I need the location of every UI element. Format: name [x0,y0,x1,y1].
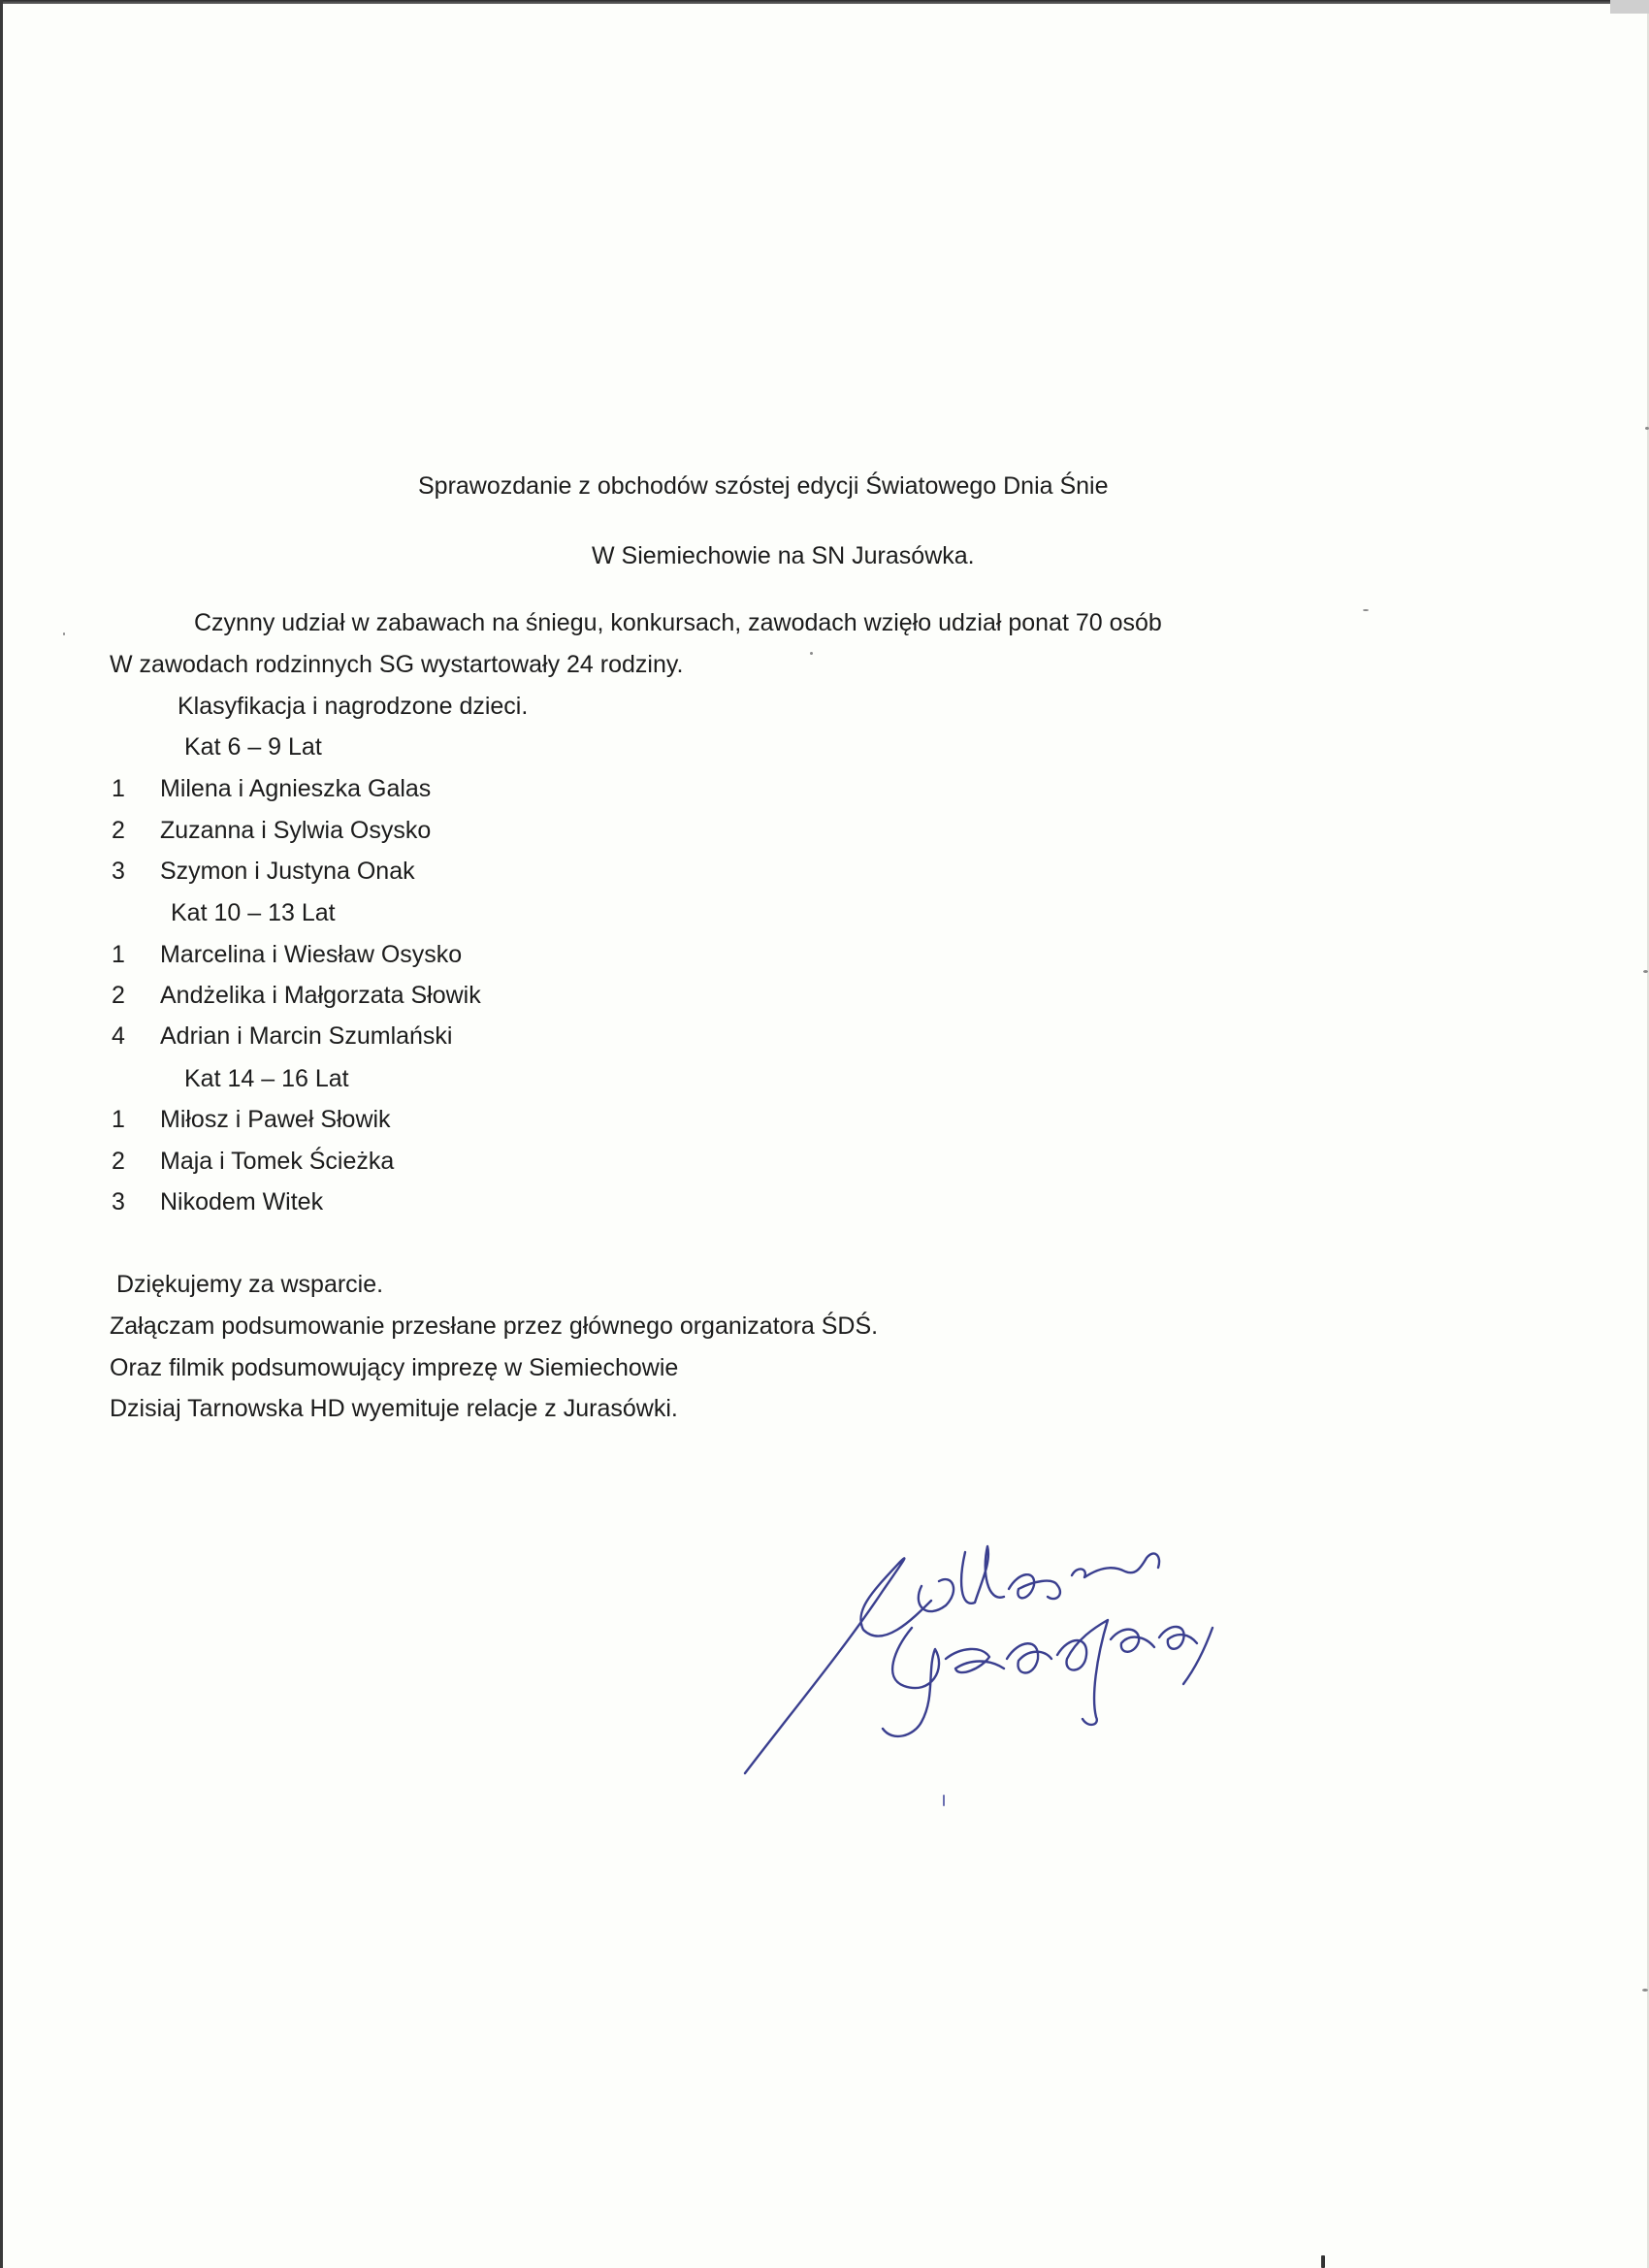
signature-stroke [1111,1630,1154,1652]
intro-participation: Czynny udział w zabawach na śniegu, konkursach, zawodach wzięło udział ponat 70 osób [194,609,1162,636]
result-names: Maja i Tomek Ścieżka [160,1148,395,1175]
scan-speck [1643,970,1648,973]
result-names: Adrian i Marcin Szumlański [160,1022,453,1050]
result-place: 2 [112,982,125,1009]
signature-stroke [961,1546,1004,1604]
result-names: Nikodem Witek [160,1188,324,1215]
scan-speck [1321,2255,1325,2268]
intro-families: W zawodach rodzinnych SG wystartowały 24 rodziny. [110,651,684,678]
scan-speck [63,632,65,635]
result-place: 1 [112,941,125,968]
result-place: 1 [112,775,125,802]
result-place: 3 [112,858,125,885]
signature-stroke [1057,1620,1108,1725]
scan-left-edge [0,0,3,2268]
result-names: Andżelika i Małgorzata Słowik [160,982,481,1009]
scan-speck [1645,427,1649,430]
scan-speck [1642,1989,1648,1992]
signature-stroke [946,1649,1004,1672]
signature-stroke [883,1628,939,1736]
result-place: 2 [112,817,125,844]
result-names: Zuzanna i Sylwia Osysko [160,817,432,844]
category-label: Kat 14 – 16 Lat [184,1065,349,1092]
scan-speck [810,652,813,655]
signature-stroke [745,1558,931,1773]
signature-stroke [1159,1627,1197,1649]
result-place: 2 [112,1148,125,1175]
category-label: Kat 10 – 13 Lat [171,899,336,926]
broadcast-line: Dzisiaj Tarnowska HD wyemituje relacje z Jurasówki. [110,1395,678,1422]
thanks-line: Dziękujemy za wsparcie. [116,1271,384,1298]
classification-heading: Klasyfikacja i nagrodzone dzieci. [178,693,529,720]
signature-stroke [1072,1553,1159,1577]
attachment-line: Załączam podsumowanie przesłane przez głównego organizatora ŚDŚ. [110,1312,879,1340]
scan-top-edge [0,0,1649,4]
report-subtitle: W Siemiechowie na SN Jurasówka. [592,542,975,569]
category-label: Kat 6 – 9 Lat [184,733,322,761]
result-names: Szymon i Justyna Onak [160,858,415,885]
report-title: Sprawozdanie z obchodów szóstej edycji Światowego Dnia Śnie [418,472,1109,500]
result-names: Miłosz i Paweł Słowik [160,1106,391,1133]
scan-corner-mark [1610,0,1649,14]
signature-stroke [1007,1643,1051,1672]
result-place: 1 [112,1106,125,1133]
result-place: 3 [112,1188,125,1215]
video-line: Oraz filmik podsumowujący imprezę w Siemiechowie [110,1354,679,1381]
handwritten-signature [728,1513,1358,1824]
result-place: 4 [112,1022,125,1050]
scan-speck [1363,609,1369,611]
result-names: Milena i Agnieszka Galas [160,775,432,802]
signature-stroke [1009,1574,1060,1599]
result-names: Marcelina i Wiesław Osysko [160,941,463,968]
